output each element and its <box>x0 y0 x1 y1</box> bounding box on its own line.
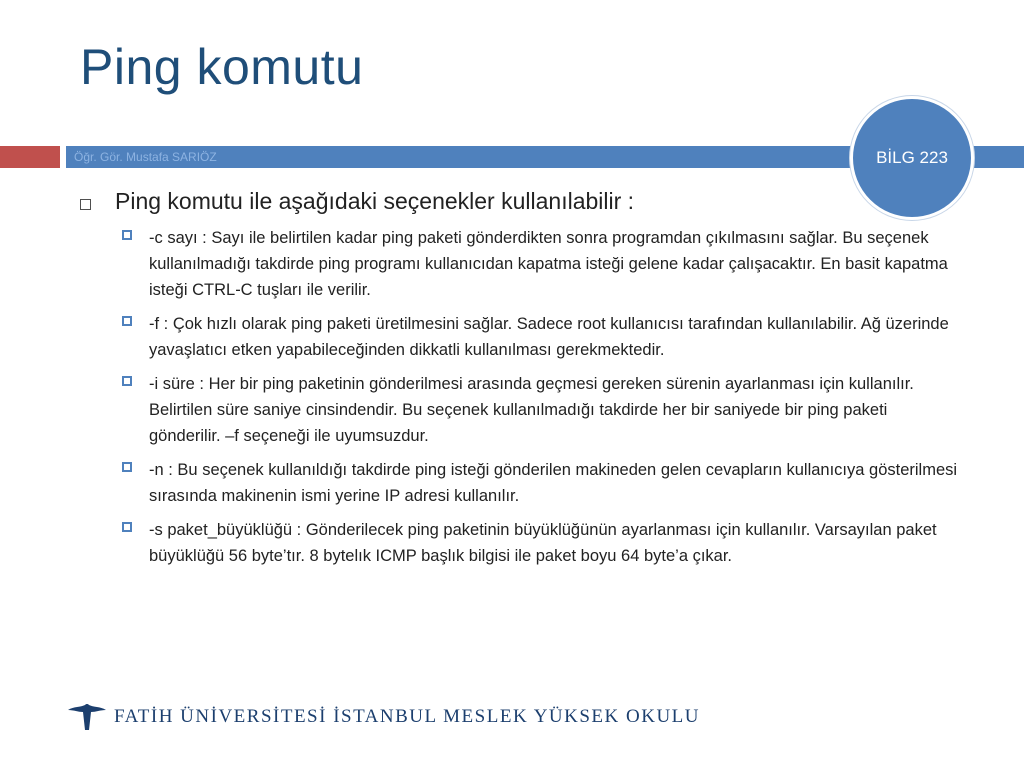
square-bullet-icon <box>122 462 132 472</box>
institution-footer <box>66 700 700 734</box>
sub-bullet-item <box>122 457 960 509</box>
author-label: Öğr. Gör. Mustafa SARIÖZ <box>74 150 217 164</box>
square-bullet-icon <box>122 316 132 326</box>
square-bullet-icon <box>80 199 91 210</box>
sub-bullet-text: -c sayı : Sayı ile belirtilen kadar ping paketi gönderdikten sonra programdan çıkılmasını sağlar. Bu seçenek kullanılmadığı takdirde ping programı kullanıcıdan kapatma isteği gelene kadar çalışacaktır. En basit kapatma isteği CTRL-C tuşları ile verilir. <box>149 229 948 299</box>
sub-bullet-item <box>122 311 960 363</box>
sub-bullet-text: -s paket_büyüklüğü : Gönderilecek ping paketinin büyüklüğünün ayarlanması için kullanılır. Varsayılan paket büyüklüğü 56 byte’tır. 8 bytelık ICMP başlık bilgisi ile paket boyu 64 byte’a çıkar. <box>149 521 937 565</box>
university-logo-icon <box>66 700 108 734</box>
sub-bullet-text: -n : Bu seçenek kullanıldığı takdirde ping isteği gönderilen makineden gelen cevapların kullanıcıya gösterilmesi sırasında makinenin ismi yerine IP adresi kullanılır. <box>149 461 958 505</box>
square-bullet-icon <box>122 230 132 240</box>
slide-title: Ping komutu <box>80 39 364 95</box>
institution-name: FATİH ÜNİVERSİTESİ İSTANBUL MESLEK YÜKSEK OKULU <box>114 706 701 727</box>
slide-content <box>80 188 960 577</box>
sub-bullet-text: -i süre : Her bir ping paketinin gönderilmesi arasında geçmesi gereken sürenin ayarlanması için kullanılır. Belirtilen süre saniye cinsindendir. Bu seçenek kullanılmadığı takdirde her bir saniyede bir ping paketi gönderilir. –f seçeneği ile uyumsuzdur. <box>149 375 914 445</box>
sub-bullet-item <box>122 225 960 303</box>
main-bullet-text: Ping komutu ile aşağıdaki seçenekler kullanılabilir : <box>115 188 635 214</box>
square-bullet-icon <box>122 522 132 532</box>
square-bullet-icon <box>122 376 132 386</box>
course-code: BİLG 223 <box>876 148 948 167</box>
sub-bullet-list <box>122 225 960 569</box>
main-bullet-item <box>80 188 960 215</box>
sub-bullet-text: -f : Çok hızlı olarak ping paketi üretilmesini sağlar. Sadece root kullanıcısı tarafından kullanılabilir. Ağ üzerinde yavaşlatıcı etken yapabileceğinden dikkatli kullanılması gerekmektedir. <box>149 315 949 359</box>
sub-bullet-item <box>122 371 960 449</box>
sub-bullet-item <box>122 517 960 569</box>
red-accent-bar <box>0 146 60 168</box>
